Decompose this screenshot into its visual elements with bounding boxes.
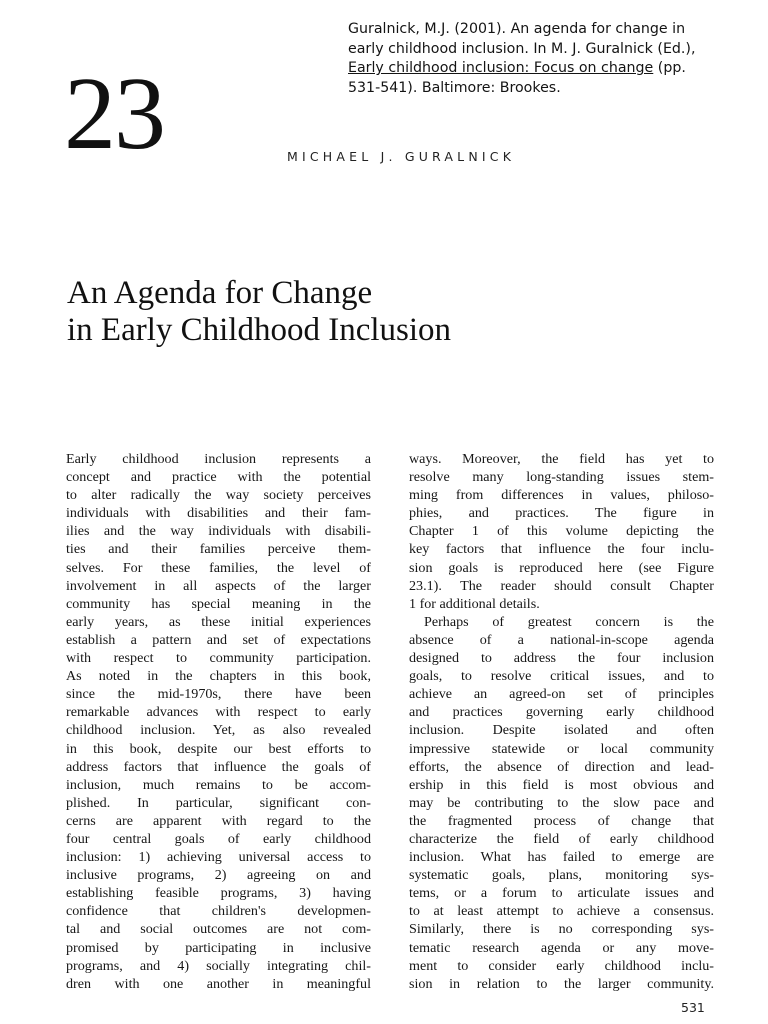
text-line: the fragmented process of change that — [409, 812, 714, 829]
chapter-title-line: in Early Childhood Inclusion — [67, 312, 452, 348]
text-line: inclusion: 1) achieving universal access to — [66, 849, 371, 866]
text-line: systematic goals, plans, monitoring sys- — [409, 867, 714, 884]
text-line: key factors that influence the four inclu- — [409, 541, 714, 558]
text-line: efforts, the absence of direction and lead- — [409, 758, 714, 775]
text-line: to at least attempt to achieve a consensus. — [409, 903, 714, 920]
page-number: 531 — [681, 1000, 705, 1015]
citation-pages: (pp. — [653, 60, 686, 76]
text-line: phies, and practices. The figure in — [409, 505, 714, 522]
text-line: and practices governing early childhood — [409, 704, 714, 721]
text-line: Perhaps of greatest concern is the — [424, 613, 714, 630]
text-line: confidence that children's developmen- — [66, 903, 371, 920]
citation-line: 531-541). Baltimore: Brookes. — [348, 79, 561, 96]
text-line: establish a pattern and set of expectations — [66, 631, 371, 648]
left-column — [66, 450, 371, 993]
text-line: Chapter 1 of this volume depicting the — [409, 523, 714, 540]
citation — [348, 20, 758, 98]
citation-line: early childhood inclusion. In M. J. Guralnick (Ed.), — [348, 40, 696, 57]
text-line: inclusive programs, 2) agreeing on and — [66, 867, 371, 884]
text-line: since the mid-1970s, there have been — [66, 686, 371, 703]
text-line: tal and social outcomes are not com- — [66, 921, 371, 938]
text-line: promised by participating in inclusive — [66, 939, 371, 956]
text-line: plished. In particular, significant con- — [66, 794, 371, 811]
chapter-title-line: An Agenda for Change — [67, 275, 373, 311]
text-line: absence of a national-in-scope agenda — [409, 631, 714, 648]
citation-line — [348, 59, 758, 79]
text-line: to alter radically the way society perceives — [66, 487, 371, 504]
chapter-title — [67, 275, 451, 349]
text-line: tems, or a forum to articulate issues and — [409, 885, 714, 902]
text-line: in this book, despite our best efforts to — [66, 740, 371, 757]
right-column — [409, 450, 714, 993]
text-line: inclusion, much remains to be accom- — [66, 776, 371, 793]
text-line: establishing feasible programs, 3) having — [66, 885, 371, 902]
book-title: Early childhood inclusion: Focus on change — [348, 60, 654, 76]
author-name: MICHAEL J. GURALNICK — [287, 149, 516, 164]
text-line: impressive statewide or local community — [409, 740, 714, 757]
text-line: ership in this field is most obvious and — [409, 776, 714, 793]
text-line: 1 for additional details. — [409, 595, 540, 612]
text-line: involvement in all aspects of the larger — [66, 577, 371, 594]
text-line: programs, and 4) socially integrating chil- — [66, 957, 371, 974]
text-line: ilies and the way individuals with disabili- — [66, 523, 371, 540]
text-line: address factors that influence the goals of — [66, 758, 371, 775]
text-line: community has special meaning in the — [66, 595, 371, 612]
citation-line: Guralnick, M.J. (2001). An agenda for change in — [348, 21, 686, 37]
text-line: designed to address the four inclusion — [409, 650, 714, 667]
text-line: may be contributing to the slow pace and — [409, 794, 714, 811]
text-line: sion in relation to the larger community. — [409, 975, 714, 992]
text-line: As noted in the chapters in this book, — [66, 668, 371, 685]
text-line: inclusion. Despite isolated and often — [409, 722, 714, 739]
text-line: sion goals is reproduced here (see Figure — [409, 559, 714, 576]
text-line: ment to consider early childhood inclu- — [409, 957, 714, 974]
text-line: characterize the field of early childhood — [409, 830, 714, 847]
text-line: concept and practice with the potential — [66, 469, 371, 486]
text-line: dren with one another in meaningful — [66, 975, 371, 992]
text-line: four central goals of early childhood — [66, 830, 371, 847]
text-line: ming from differences in values, philoso- — [409, 487, 714, 504]
text-line: achieve an agreed-on set of principles — [409, 686, 714, 703]
text-line: tematic research agenda or any move- — [409, 939, 714, 956]
text-line: goals, to resolve critical issues, and to — [409, 668, 714, 685]
text-line: resolve many long-standing issues stem- — [409, 469, 714, 486]
text-line: ties and their families perceive them- — [66, 541, 371, 558]
chapter-number: 23 — [64, 56, 164, 171]
text-line: ways. Moreover, the field has yet to — [409, 451, 714, 467]
text-line: 23.1). The reader should consult Chapter — [409, 577, 714, 594]
text-line: inclusion. What has failed to emerge are — [409, 849, 714, 866]
text-line: Similarly, there is no corresponding sys- — [409, 921, 714, 938]
text-line: individuals with disabilities and their fam- — [66, 505, 371, 522]
text-line: remarkable advances with respect to early — [66, 704, 371, 721]
text-line: childhood inclusion. Yet, as also revealed — [66, 722, 371, 739]
text-line: selves. For these families, the level of — [66, 559, 371, 576]
text-line: with respect to community participation. — [66, 650, 371, 667]
text-line: Early childhood inclusion represents a — [66, 451, 371, 467]
text-line: cerns are apparent with regard to the — [66, 812, 371, 829]
text-line: early years, as these initial experiences — [66, 613, 371, 630]
